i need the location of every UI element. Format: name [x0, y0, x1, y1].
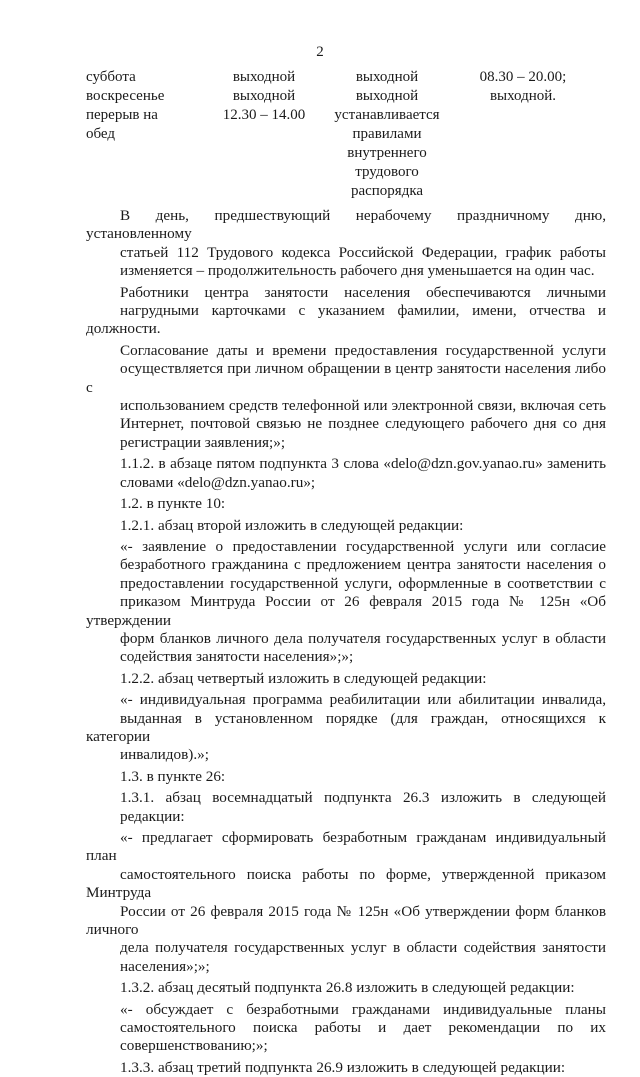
paragraph-line: регистрации заявления;»;	[120, 433, 286, 451]
schedule-cell-line: правилами	[352, 126, 422, 142]
schedule-cell-line: трудового	[355, 164, 419, 180]
schedule-cell-line: 08.30 – 20.00;	[479, 69, 567, 85]
paragraph-line: 1.3. в пункте 26:	[120, 767, 226, 785]
paragraph	[86, 1059, 606, 1077]
paragraph-line: инвалидов).»;	[120, 746, 209, 764]
paragraph-line: нагрудными карточками с указанием фамилии, имени, отчества и должности.	[86, 302, 606, 338]
paragraph-line: В день, предшествующий нерабочему праздничному дню, установленному	[86, 207, 606, 243]
schedule-hours-column	[458, 68, 588, 106]
paragraph-line: «- индивидуальная программа реабилитации или абилитации инвалида,	[120, 691, 606, 709]
schedule-cell-line: 12.30 – 14.00	[222, 107, 306, 123]
schedule-cell-line: суббота	[86, 69, 136, 85]
paragraph-line: «- обсуждает с безработными гражданами индивидуальные планы	[120, 1000, 606, 1018]
schedule-cell-line: выходной	[355, 88, 419, 104]
paragraph	[86, 495, 606, 513]
paragraph-line: статьей 112 Трудового кодекса Российской Федерации, график работы	[120, 243, 606, 261]
paragraph-line: приказом Минтруда России от 26 февраля 2015 года № 125н «Об утверждении	[86, 593, 606, 629]
paragraph-line: самостоятельного поиска работы и дает рекомендации по их	[120, 1019, 606, 1037]
paragraph-line: населения»;»;	[120, 957, 210, 975]
schedule-cell-line: распорядка	[350, 183, 424, 199]
paragraph-line: форм бланков личного дела получателя государственных услуг в области	[120, 629, 606, 647]
paragraph-line: совершенствованию;»;	[120, 1037, 268, 1055]
paragraph-line: безработного гражданина с предложением центра занятости населения о	[120, 556, 606, 574]
paragraph	[86, 768, 606, 786]
paragraph-line: России от 26 февраля 2015 года № 125н «Об утверждении форм бланков личного	[86, 902, 606, 939]
schedule-cell-line: воскресенье	[86, 88, 165, 104]
paragraph-line: предоставлении государственной услуги, оформленные в соответствии с	[120, 574, 606, 592]
schedule-cell-line: перерыв на	[86, 107, 158, 123]
paragraph-line: словами «delo@dzn.yanao.ru»;	[120, 473, 316, 491]
paragraph	[86, 670, 606, 688]
paragraph	[86, 829, 606, 976]
schedule-cell-line: устанавливается	[334, 107, 440, 123]
paragraph	[86, 979, 606, 997]
paragraph-line: «- предлагает сформировать безработным гражданам индивидуальный план	[86, 829, 606, 865]
paragraph-line: 1.3.1. абзац восемнадцатый подпункта 26.3 изложить в следующей	[120, 789, 606, 807]
paragraph-line: использованием средств телефонной или электронной связи, включая сеть	[120, 397, 606, 415]
paragraph-line: 1.2.2. абзац четвертый изложить в следующей редакции:	[120, 669, 487, 687]
paragraph	[86, 342, 606, 452]
page-number: 2	[316, 44, 324, 60]
paragraph-line: 1.3.3. абзац третий подпункта 26.9 изложить в следующей редакции:	[120, 1058, 566, 1076]
paragraph	[86, 455, 606, 492]
paragraph-line: Работники центра занятости населения обеспечиваются личными	[120, 283, 606, 301]
paragraph-line: 1.2.1. абзац второй изложить в следующей редакции:	[120, 516, 464, 534]
schedule-cell-line: обед	[86, 126, 116, 142]
paragraph	[86, 1001, 606, 1056]
paragraph	[86, 538, 606, 667]
schedule-cell-line: выходной.	[489, 88, 557, 104]
paragraph-line: Согласование даты и времени предоставления государственной услуги	[120, 341, 606, 359]
paragraph-line: изменяется – продолжительность рабочего дня уменьшается на один час.	[120, 262, 595, 280]
paragraph	[86, 284, 606, 339]
paragraph-line: Интернет, почтовой связью не позднее следующего рабочего дня со дня	[120, 415, 606, 433]
paragraph	[86, 517, 606, 535]
paragraph-line: «- заявление о предоставлении государственной услуги или согласие	[120, 537, 606, 555]
paragraph-line: содействия занятости населения»;»;	[120, 648, 354, 666]
paragraph	[86, 789, 606, 826]
paragraph-line: осуществляется при личном обращении в центр занятости населения либо с	[86, 360, 606, 396]
paragraph-line: 1.3.2. абзац десятый подпункта 26.8 изложить в следующей редакции:	[120, 979, 575, 997]
paragraph-line: 1.1.2. в абзаце пятом подпункта 3 слова «delo@dzn.gov.yanao.ru» заменить	[120, 455, 606, 473]
schedule-cell-line: выходной	[232, 88, 296, 104]
schedule-cell-line: внутреннего	[347, 145, 427, 161]
paragraph-line: редакции:	[120, 807, 185, 825]
document-body	[86, 207, 606, 1077]
schedule-cell-line: выходной	[355, 69, 419, 85]
schedule-hours-column	[294, 68, 480, 201]
paragraph-line: выданная в установленном порядке (для граждан, относящихся к категории	[86, 709, 606, 745]
paragraph-line: 1.2. в пункте 10:	[120, 495, 226, 513]
paragraph-line: дела получателя государственных услуг в области содействия занятости	[120, 939, 606, 957]
paragraph	[86, 207, 606, 281]
schedule-cell-line: выходной	[232, 69, 296, 85]
schedule-days-column	[86, 68, 206, 144]
paragraph-line: самостоятельного поиска работы по форме, утвержденной приказом Минтруда	[86, 865, 606, 902]
paragraph	[86, 691, 606, 765]
